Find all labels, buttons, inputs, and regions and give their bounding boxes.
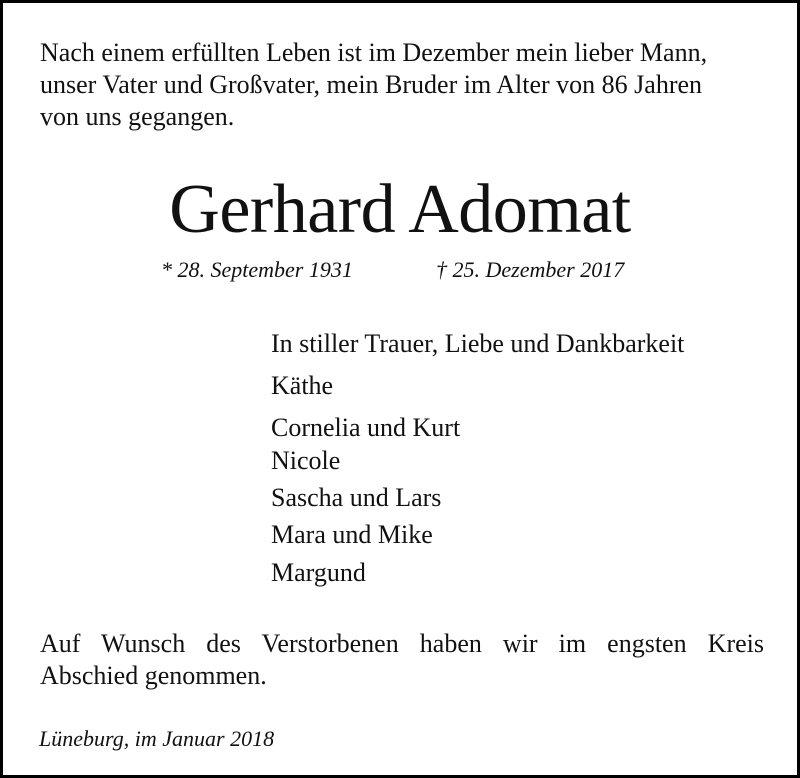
place-and-date: Lüneburg, im Januar 2018 bbox=[39, 726, 275, 751]
mourners-heading: In stiller Trauer, Liebe und Dankbarkeit bbox=[271, 329, 685, 358]
closing-text bbox=[40, 628, 764, 692]
mourner-name: Mara und Mike bbox=[271, 520, 433, 549]
intro-line: von uns gegangen. bbox=[40, 102, 235, 131]
death-date: † 25. Dezember 2017 bbox=[436, 257, 625, 282]
birth-date: * 28. September 1931 bbox=[161, 257, 353, 282]
closing-line: Auf Wunsch des Verstorbenen haben wir im engsten Kreis bbox=[40, 629, 764, 658]
closing-line: Abschied genommen. bbox=[40, 661, 267, 690]
mourner-name: Käthe bbox=[271, 371, 334, 400]
mourner-name: Nicole bbox=[271, 446, 341, 475]
deceased-name: Gerhard Adomat bbox=[169, 171, 631, 248]
mourner-name: Sascha und Lars bbox=[271, 483, 442, 512]
intro-line: Nach einem erfüllten Leben ist im Dezember mein lieber Mann, bbox=[40, 38, 708, 67]
mourner-name: Margund bbox=[271, 558, 366, 587]
mourner-name: Cornelia und Kurt bbox=[271, 413, 461, 442]
intro-line: unser Vater und Großvater, mein Bruder im Alter von 86 Jahren bbox=[40, 70, 703, 99]
intro-text bbox=[40, 37, 770, 133]
